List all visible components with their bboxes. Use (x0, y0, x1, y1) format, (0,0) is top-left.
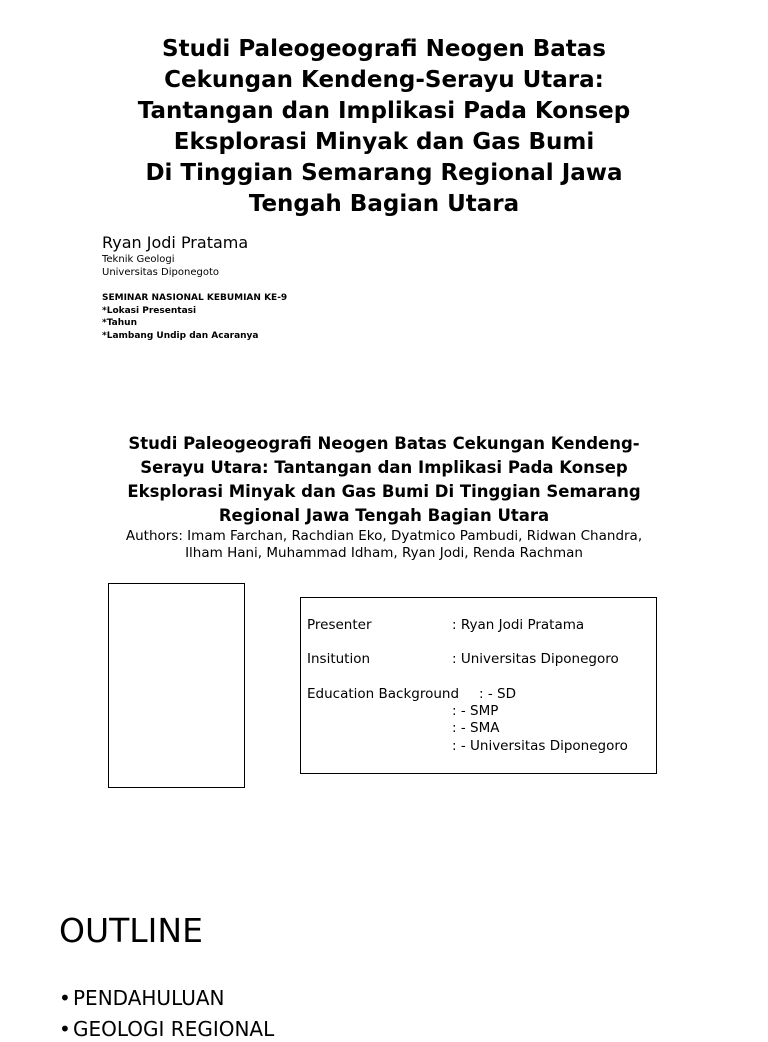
seminar-note: *Lokasi Presentasi (102, 305, 197, 316)
university-line: Universitas Diponegoto (102, 267, 219, 278)
authors-line: Authors: Imam Farchan, Rachdian Eko, Dyatmico Pambudi, Ridwan Chandra, (125, 528, 643, 544)
slide1-title-line: Tantangan dan Implikasi Pada Konsep (137, 98, 631, 124)
slide2-title-line: Regional Jawa Tengah Bagian Utara (218, 506, 550, 525)
authors-line: Ilham Hani, Muhammad Idham, Ryan Jodi, Renda Rachman (185, 545, 583, 561)
outline-item-label: PENDAHULUAN (73, 986, 225, 1010)
slide1-title-line: Tengah Bagian Utara (248, 191, 520, 217)
slide2-title (60, 432, 708, 528)
slide1-title (60, 34, 708, 220)
seminar-title: SEMINAR NASIONAL KEBUMIAN KE-9 (102, 293, 288, 303)
slide2-title-line: Studi Paleogeografi Neogen Batas Cekungan Kendeng- (128, 434, 640, 453)
slide1-title-line: Cekungan Kendeng-Serayu Utara: (164, 67, 604, 93)
slide2-title-line: Serayu Utara: Tantangan dan Implikasi Pada Konsep (140, 458, 628, 477)
photo-placeholder (108, 583, 245, 788)
institution-label: Insitution (307, 651, 371, 667)
presenter-label: Presenter (307, 617, 372, 633)
outline-item (59, 1016, 274, 1042)
education-value: : - SMP (452, 703, 499, 719)
outline-title: OUTLINE (59, 911, 203, 950)
presenter-info-box (300, 597, 657, 774)
institution-value: : Universitas Diponegoro (452, 651, 619, 667)
bullet-icon: • (59, 986, 71, 1010)
outline-item (59, 985, 225, 1011)
education-value: : - SMA (452, 720, 500, 736)
seminar-notes (102, 292, 287, 342)
slide1-title-line: Eksplorasi Minyak dan Gas Bumi (173, 129, 595, 155)
presenter-name: Ryan Jodi Pratama (102, 233, 249, 252)
seminar-note: *Lambang Undip dan Acaranya (102, 330, 259, 341)
presenter-value: : Ryan Jodi Pratama (452, 617, 585, 633)
seminar-note: *Tahun (102, 318, 137, 328)
department-info (102, 253, 219, 279)
bullet-icon: • (59, 1017, 71, 1041)
department-line: Teknik Geologi (102, 254, 175, 265)
slide1-title-line: Di Tinggian Semarang Regional Jawa (145, 160, 623, 186)
slide2-title-line: Eksplorasi Minyak dan Gas Bumi Di Tinggian Semarang (127, 482, 641, 501)
education-value: : - Universitas Diponegoro (452, 738, 628, 754)
education-label: Education Background (307, 686, 460, 702)
authors-list (60, 528, 708, 562)
education-value: : - SD (479, 686, 516, 702)
slide1-title-line: Studi Paleogeografi Neogen Batas (162, 36, 606, 62)
outline-item-label: GEOLOGI REGIONAL (73, 1017, 275, 1041)
